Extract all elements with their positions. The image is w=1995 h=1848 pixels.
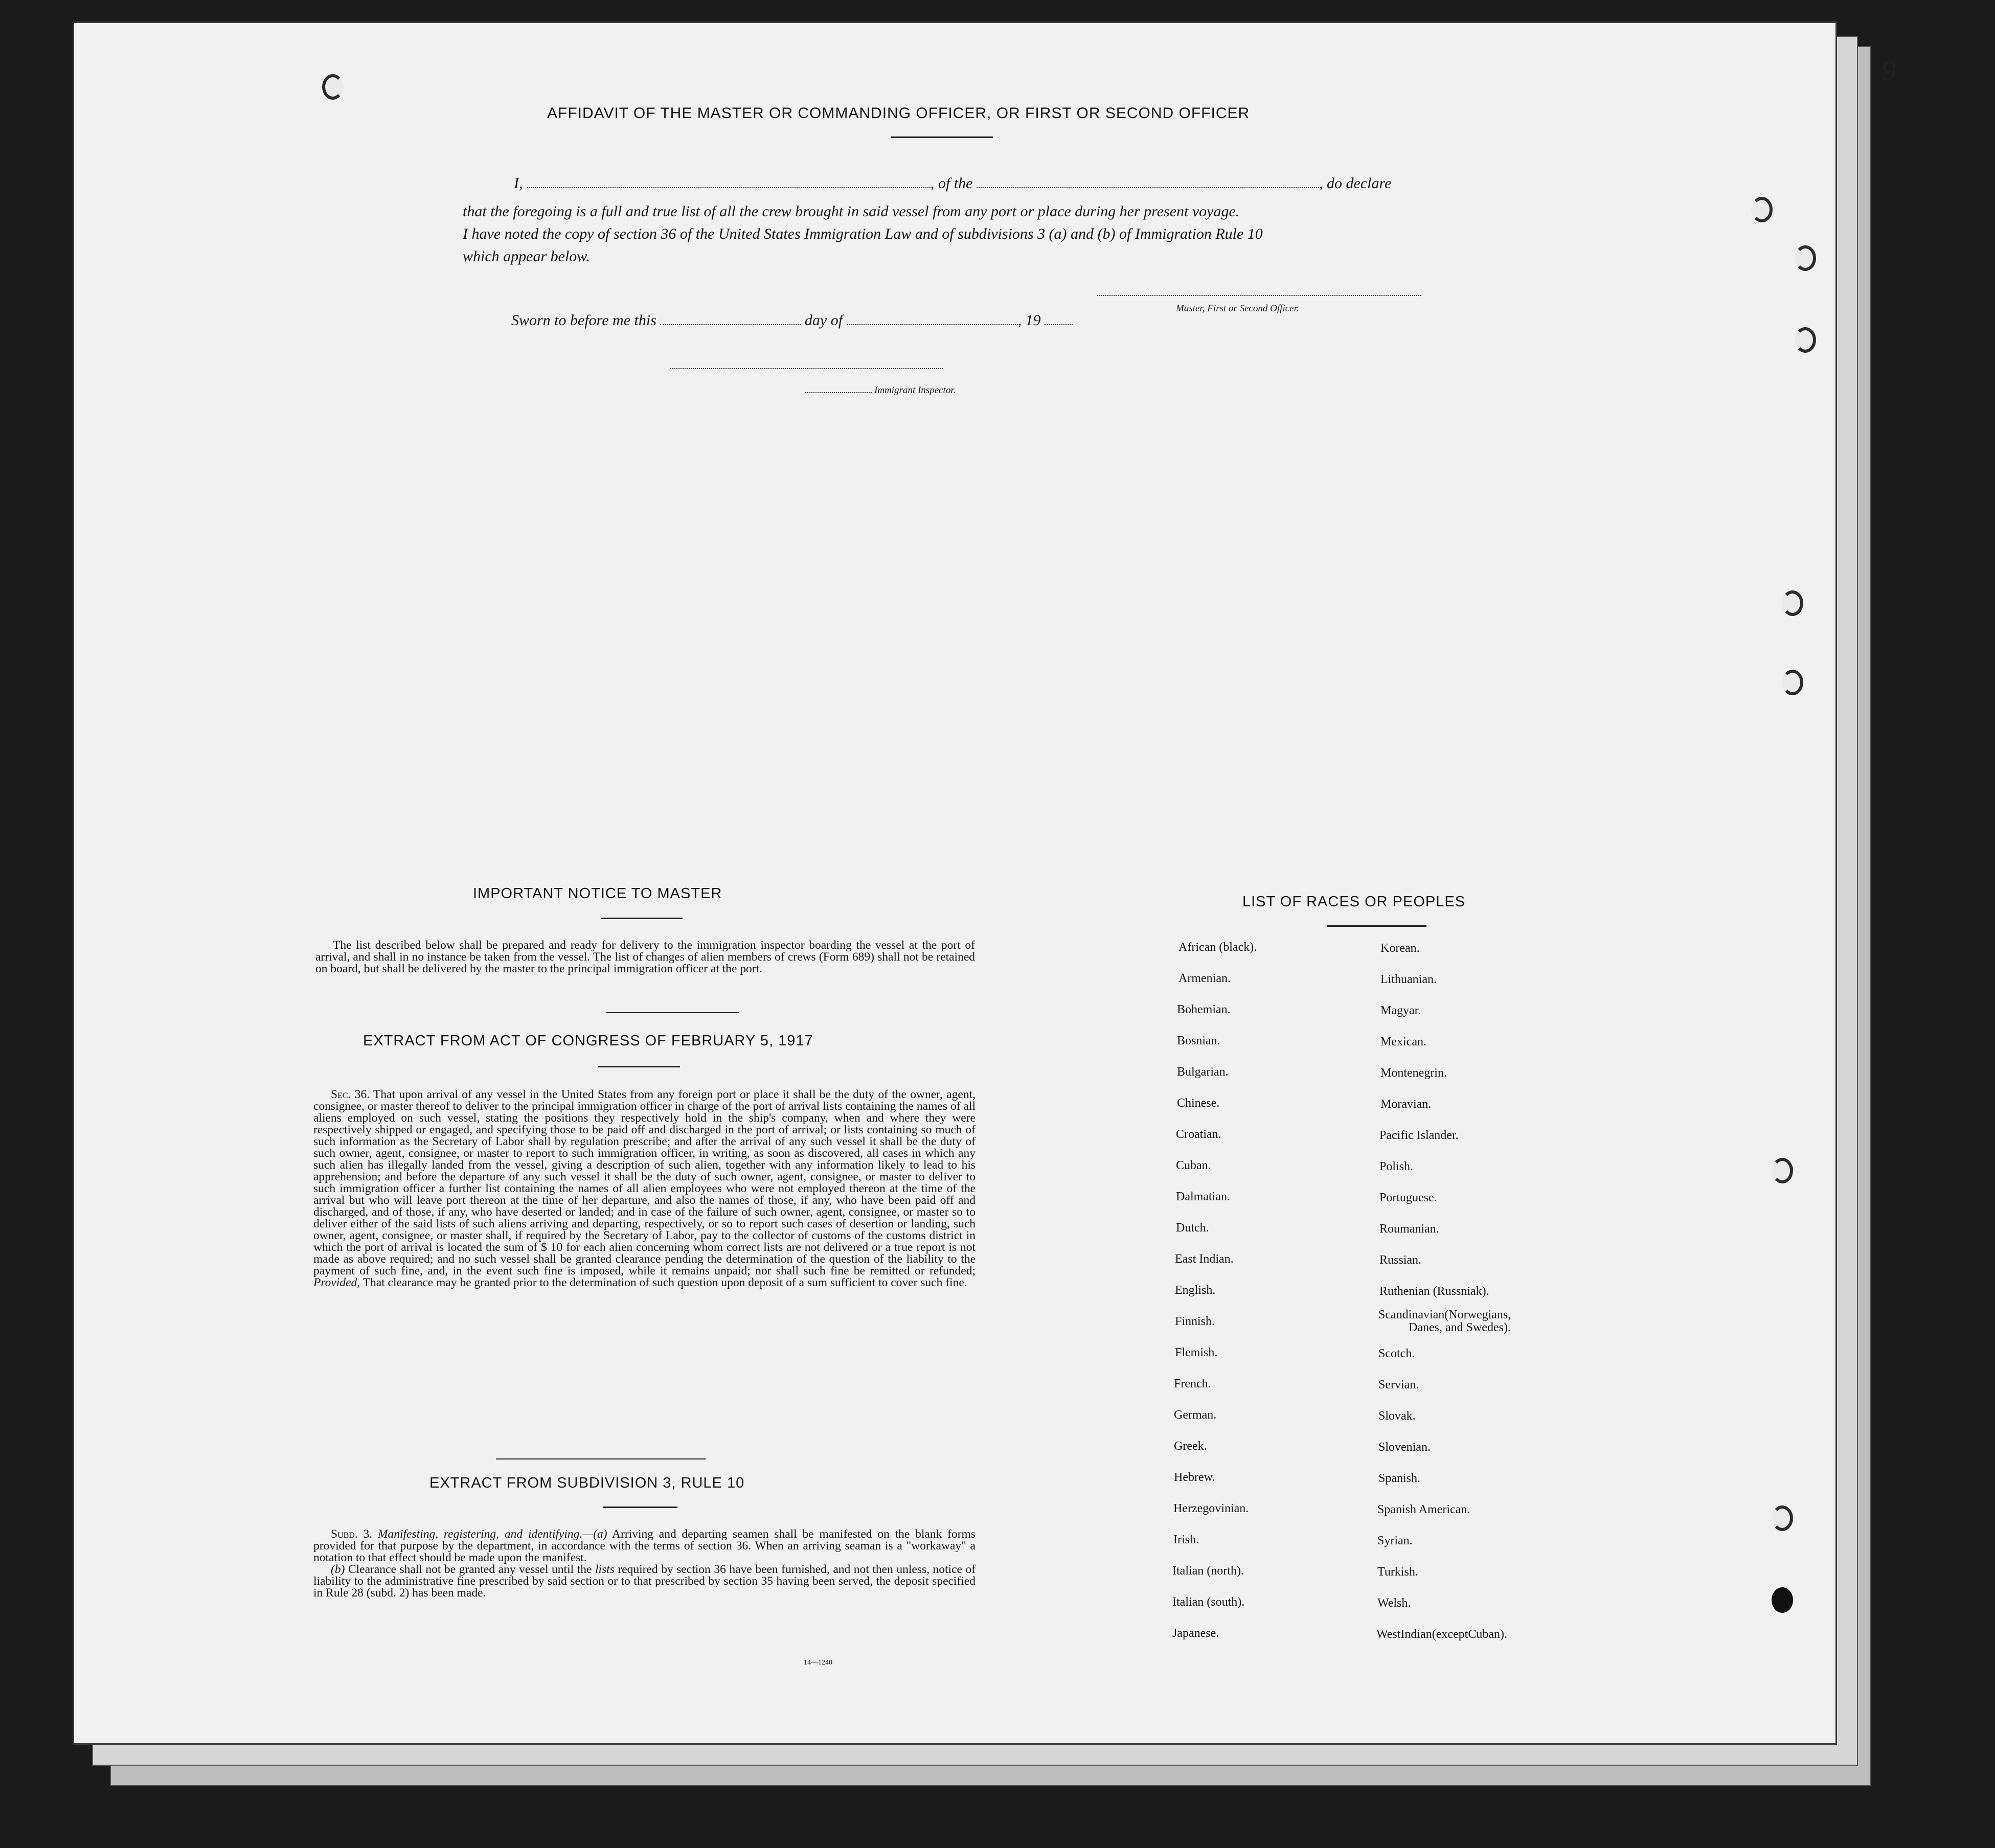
race-item: Spanish American. xyxy=(1377,1503,1470,1516)
divider xyxy=(891,136,993,138)
notice-paragraph: The list described below shall be prepared and ready for delivery to the immigration inspector boarding the vessel at the port of arrival, and shall in no instance be taken from the vessel. The list of changes of alien members of crews (Form 689) shall not be retained on board, but shall be delivered by the master to the principal immigration officer at the port. xyxy=(315,939,975,975)
subd-label: Subd. 3. xyxy=(331,1527,373,1541)
race-item: Spanish. xyxy=(1378,1472,1421,1485)
punch-hole xyxy=(322,74,344,100)
declaration-suffix: , do declare xyxy=(1319,175,1392,192)
race-item: Chinese. xyxy=(1177,1097,1220,1110)
act-extract-title: EXTRACT FROM ACT OF CONGRESS OF FEBRUARY 5, 1917 xyxy=(363,1033,813,1049)
rule-extract-title: EXTRACT FROM SUBDIVISION 3, RULE 10 xyxy=(429,1475,745,1491)
proviso-word: Provided, xyxy=(313,1276,360,1289)
subd-part-b-text-2: required by section 36 have been furnished, and not then unless, notice of liability to the administrative fine prescribed by said section or to that prescribed by section 35 having been served, the deposit specified in Rule 28 (subd. 2) has been made. xyxy=(313,1563,976,1600)
race-item: Danes, and Swedes). xyxy=(1409,1321,1511,1334)
punch-hole xyxy=(1751,197,1773,222)
race-item: Polish. xyxy=(1379,1160,1414,1173)
sworn-month-blank xyxy=(847,311,1018,325)
subd-heading: Manifesting, registering, and identifying.—(a) xyxy=(377,1527,607,1541)
race-item: Turkish. xyxy=(1377,1565,1418,1579)
declaration-line-1 xyxy=(514,172,1526,195)
race-item: Italian (north). xyxy=(1172,1564,1244,1578)
races-title: LIST OF RACES OR PEOPLES xyxy=(1242,894,1466,910)
race-item: Greek. xyxy=(1174,1440,1207,1453)
punch-hole xyxy=(1795,327,1816,353)
sworn-day-blank xyxy=(660,311,801,325)
divider xyxy=(606,1012,739,1013)
race-item: Italian (south). xyxy=(1172,1595,1245,1609)
declaration-mid: , of the xyxy=(931,175,973,192)
race-item: Irish. xyxy=(1173,1533,1199,1546)
form-number: 14—1240 xyxy=(804,1659,832,1667)
punch-hole xyxy=(1782,670,1803,695)
race-item: Hebrew. xyxy=(1174,1471,1215,1484)
race-item: Cuban. xyxy=(1176,1159,1211,1172)
race-item: Roumanian. xyxy=(1379,1222,1439,1236)
race-item: Magyar. xyxy=(1380,1004,1421,1017)
subd-part-b-text-1: Clearance shall not be granted any vessel until the xyxy=(348,1563,592,1576)
race-item: Lithuanian. xyxy=(1380,973,1437,986)
race-item: Servian. xyxy=(1378,1378,1419,1391)
punch-hole xyxy=(1772,1587,1793,1613)
race-item: Herzegovinian. xyxy=(1173,1502,1249,1515)
race-item: Dutch. xyxy=(1176,1221,1209,1235)
race-item: Moravian. xyxy=(1380,1098,1432,1111)
punch-hole xyxy=(1772,1505,1793,1531)
race-item: Scotch. xyxy=(1378,1347,1415,1360)
race-item: Russian. xyxy=(1379,1253,1422,1267)
race-item: East Indian. xyxy=(1175,1252,1234,1266)
sworn-prefix: Sworn to before me this xyxy=(511,312,656,329)
race-item: Welsh. xyxy=(1377,1596,1411,1610)
inspector-signature-line xyxy=(670,368,943,369)
proviso-text: That clearance may be granted prior to the determination of such question upon deposit of a sum sufficient to cover such fine. xyxy=(362,1276,967,1289)
race-item: English. xyxy=(1175,1284,1216,1297)
margin-mark: 9 xyxy=(1881,55,1896,87)
master-signature-line xyxy=(1097,294,1421,296)
notice-text xyxy=(315,940,975,975)
punch-hole xyxy=(1795,245,1816,271)
notice-title: IMPORTANT NOTICE TO MASTER xyxy=(473,885,722,902)
subd-part-b-label: (b) xyxy=(331,1563,345,1576)
declaration-line-2: that the foregoing is a full and true list of all the crew brought in said vessel from any port or place during her present voyage. xyxy=(463,203,1240,220)
affidavit-title: AFFIDAVIT OF THE MASTER OR COMMANDING OFFICER, OR FIRST OR SECOND OFFICER xyxy=(547,105,1250,122)
race-item: Slovak. xyxy=(1378,1409,1416,1423)
declaration-line-3: I have noted the copy of section 36 of the United States Immigration Law and of subdivisions 3 (a) and (b) of Immigration Rule 10 xyxy=(463,225,1263,242)
punch-hole xyxy=(1772,1158,1793,1183)
race-item: Montenegrin. xyxy=(1380,1066,1447,1080)
race-item: Slovenian. xyxy=(1378,1441,1431,1454)
race-item: Korean. xyxy=(1380,942,1420,955)
divider xyxy=(496,1458,706,1459)
punch-hole xyxy=(1782,590,1803,616)
sworn-day-label: day of xyxy=(804,312,843,329)
sworn-year-label: , 19 xyxy=(1017,312,1041,329)
sworn-year-blank xyxy=(1045,311,1073,325)
race-item: Finnish. xyxy=(1175,1315,1215,1328)
declaration-line-4: which appear below. xyxy=(463,248,590,265)
declaration-prefix: I, xyxy=(514,175,523,192)
race-item: Bohemian. xyxy=(1177,1003,1231,1016)
sworn-line xyxy=(511,309,1227,332)
race-item: Dalmatian. xyxy=(1176,1190,1230,1203)
race-item: Ruthenian (Russniak). xyxy=(1379,1285,1489,1298)
race-item: Croatian. xyxy=(1176,1128,1221,1141)
subd-part-b-lists: lists xyxy=(595,1563,615,1576)
divider xyxy=(1327,925,1426,927)
race-item: Japanese. xyxy=(1172,1627,1219,1640)
race-item: Mexican. xyxy=(1380,1035,1426,1048)
race-item: Bulgarian. xyxy=(1177,1065,1229,1079)
subd-part-a: Arriving and departing seamen shall be manifested on the blank forms provided for that purpose by the department, in accordance with the terms of section 36. When an arriving seaman is a "workaway" a notation to that effect should be made upon the manifest. xyxy=(313,1527,976,1564)
manifest-page xyxy=(74,23,1896,1743)
race-item: WestIndian(exceptCuban). xyxy=(1376,1628,1507,1641)
race-item: Pacific Islander. xyxy=(1379,1129,1459,1142)
divider xyxy=(598,1066,680,1067)
master-caption: Master, First or Second Officer. xyxy=(1176,303,1299,314)
race-item: Flemish. xyxy=(1175,1346,1218,1359)
section-36-text: That upon arrival of any vessel in the United States from any foreign port or place it shall be the duty of the owner, agent, consignee, or master thereof to deliver to the principal immigration officer in charge of the port of arrival lists containing the names of all aliens employed on such vessel, stating the positions they respectively hold in the ship's company, when and where they were respectively shipped or engaged, and specifying those to be paid off and discharged in the port of arrival; or lists containing so much of such information as the Secretary of Labor shall by regulation prescribe; and after the arrival of any such vessel it shall be the duty of such owner, agent, consignee, or master to report to such immigration officer, in writing, as soon as discovered, all cases in which any such alien has illegally landed from the vessel, giving a description of such alien, together with any information likely to lead to his apprehension; and before the departure of any such vessel it shall be the duty of such owner, agent, consignee, or master to deliver to such immigration officer a further list containing the names of all alien employees who were not employed thereon at the time of the arrival but who will leave port thereon at the time of her departure, and also the names of those, if any, who have been paid off and discharged, and of those, if any, who have deserted or landed; and in case of the failure of such owner, agent, consignee, or master so to deliver either of the said lists of such aliens arriving and departing, respectively, or so to report such cases of desertion or landing, such owner, agent, consignee, or master shall, if required by the Secretary of Labor, pay to the collector of customs of the customs district in which the port of arrival is located the sum of $ 10 for each alien concerning whom correct lists are not delivered or a true report is not made as above required; and no such vessel shall be granted clearance pending the determination of the question of the liability to the payment of such fine, and, in the event such fine is imposed, while it remains unpaid; nor shall such fine be remitted or refunded; xyxy=(313,1088,976,1277)
race-item: German. xyxy=(1174,1408,1217,1422)
rule-extract-text xyxy=(313,1528,976,1599)
inspector-caption: Immigrant Inspector. xyxy=(874,385,956,396)
race-item: Syrian. xyxy=(1377,1534,1413,1547)
race-item: Bosnian. xyxy=(1177,1034,1220,1047)
race-item: Portuguese. xyxy=(1379,1191,1437,1204)
race-item: French. xyxy=(1174,1377,1211,1390)
act-extract-text xyxy=(313,1089,976,1289)
race-item: Armenian. xyxy=(1178,972,1231,985)
divider xyxy=(601,918,683,919)
race-item: Scandinavian(Norwegians, xyxy=(1378,1308,1511,1321)
race-item: African (black). xyxy=(1178,941,1257,954)
vessel-blank xyxy=(977,174,1319,188)
inspector-caption-leader xyxy=(805,392,872,393)
name-blank xyxy=(527,174,931,188)
section-label: Sec. 36. xyxy=(331,1088,370,1101)
divider xyxy=(603,1507,677,1508)
